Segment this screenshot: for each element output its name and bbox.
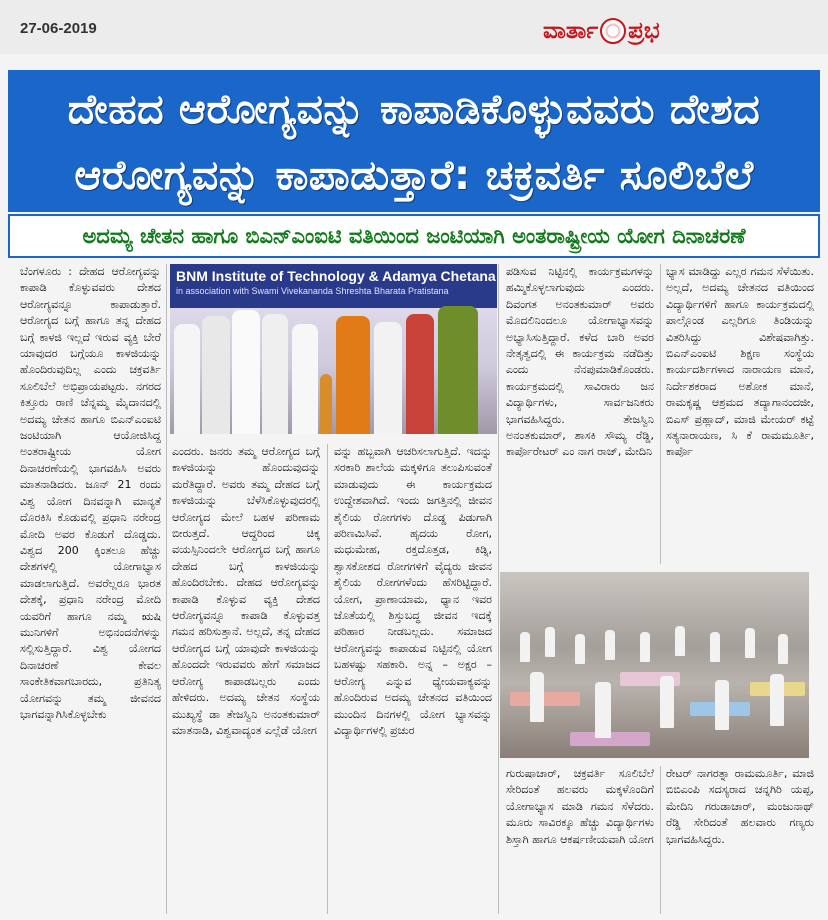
banner-title: BNM Institute of Technology & Adamya Chetana (176, 268, 496, 284)
page-header (0, 0, 828, 54)
article-column-2: ಎಂದರು. ಜನರು ತಮ್ಮ ಆರೋಗ್ಯದ ಬಗ್ಗೆ ಕಾಳಜಿಯನ್ನು ಹೊಂದುವುದನ್ನು ಮರೆತಿದ್ದಾರೆ. ಅವರು ತಮ್ಮ ದೇಹದ ಬಗ್ಗೆ ಕಾಳಜಿಯನ್ನು ಬೆಳೆಸಿಕೊಳ್ಳುವುದರಲ್ಲಿ ಆರೋಗ್ಯದ ಮೇಲೆ ಬಹಳ ಪರಿಣಾಮ ಬೀರುತ್ತದೆ. ಆದ್ದರಿಂದ ಚಿಕ್ಕ ವಯಸ್ಸಿನಿಂದಲೇ ಆರೋಗ್ಯದ ಬಗ್ಗೆ ಹಾಗೂ ದೇಹದ ಬಗ್ಗೆ ಕಾಳಜಿಯನ್ನು ಹೊಂದಿರಬೇಕು. ದೇಹದ ಆರೋಗ್ಯವನ್ನು ಕಾಪಾಡಿ ಕೊಳ್ಳುವ ವ್ಯಕ್ತಿ ದೇಶದ ಆರೋಗ್ಯವನ್ನೂ ಕಾಪಾಡಿ ಕೊಳ್ಳುವತ್ತ ಗಮನ ಹರಿಸುತ್ತಾನೆ. ಅಲ್ಲದೆ, ತನ್ನ ದೇಹದ ಆರೋಗ್ಯದ ಬಗ್ಗೆ ಯಾವುದೇ ಕಾಳಜಿಯನ್ನು ಹೊಂದದೇ ಇರುವವರು ಹೇಗೆ ಸಮಾಜದ ಆರೋಗ್ಯ ಕಾಪಾಡಬಲ್ಲರು ಎಂದು ಹೇಳಿದರು. ಅದಮ್ಯ ಚೇತನ ಸಂಸ್ಥೆಯ ಮುಖ್ಯಸ್ಥೆ ಡಾ ತೇಜಸ್ವಿನಿ ಅನಂತಕುಮಾರ್ ಮಾತನಾಡಿ, ವಿಶ್ವವಾದ್ಯಂತ ಎಲ್ಲೆಡೆ ಯೋಗ (172, 445, 320, 737)
yoga-participant (660, 676, 674, 728)
person-figure (232, 310, 260, 434)
article-column-3: ವನ್ನು ಹಬ್ಬವಾಗಿ ಆಚರಿಸಲಾಗುತ್ತಿದೆ. ಇದನ್ನು ಸರಕಾರಿ ಶಾಲೆಯ ಮಕ್ಕಳಿಗೂ ತಲುಪಿಸುವಂತೆ ಮಾಡುವುದು ಈ ಕಾರ್ಯಕ್ರಮದ ಉದ್ದೇಶವಾಗಿದೆ. ಇಂದು ಜಗತ್ತಿನಲ್ಲಿ ಜೀವನ ಶೈಲಿಯ ರೋಗಗಳು ದೊಡ್ಡ ಪಿಡುಗಾಗಿ ಪರಿಣಮಿಸಿವೆ. ಹೃದಯ ರೋಗ, ಮಧುಮೇಹ, ರಕ್ತದೊತ್ತಡ, ಕಿಡ್ನಿ, ಶ್ವಾಸಕೋಶದ ರೋಗಗಳಿಗೆ ವೈದ್ಯರು ಜೀವನ ಶೈಲಿಯ ರೋಗಗಳೆಂದು ಹೆಸರಿಟ್ಟಿದ್ದಾರೆ. ಯೋಗ, ಪ್ರಾಣಾಯಾಮ, ಧ್ಯಾನ ಇವರ ಜೊತೆಯಲ್ಲಿ ಶಿಸ್ತುಬದ್ಧ ಜೀವನ ಇದಕ್ಕೆ ಪರಿಹಾರ ನೀಡಬಲ್ಲದು. ಸಮಾಜದ ಆರೋಗ್ಯವನ್ನು ಕಾಪಾಡುವ ನಿಟ್ಟಿನಲ್ಲಿ ಯೋಗ ಬಹಳಷ್ಟು ಸಹಕಾರಿ. ಅನ್ನ – ಅಕ್ಷರ – ಆರೋಗ್ಯ ಎನ್ನುವ ಧ್ಯೇಯವಾಕ್ಯವನ್ನು ಹೊಂದಿರುವ ಅದಮ್ಯ ಚೇತನದ ವತಿಯಿಂದ ಮುಂದಿನ ದಿನಗಳಲ್ಲಿ ಯೋಗ ಭ್ಯಾಸವನ್ನು ವಿದ್ಯಾರ್ಥಿಗಳಲ್ಲಿ ಪ್ರಚುರ (334, 445, 492, 737)
event-photo-stage (170, 264, 497, 434)
yoga-participant (545, 627, 555, 657)
yoga-mat (510, 692, 580, 706)
yoga-participant (745, 628, 755, 658)
person-figure (438, 306, 478, 434)
column-divider (660, 264, 661, 564)
article-column-4-continued: ಗುರುಷಾಚಾರ್, ಚಕ್ರವರ್ತಿ ಸೂಲಿಬೆಲೆ ಸೇರಿದಂತೆ ಹಲವರು ಮಕ್ಕಳೊಂದಿಗೆ ಯೋಗಾಭ್ಯಾಸ ಮಾಡಿ ಗಮನ ಸೆಳೆದರು. ಮೂರು ಸಾವಿರಕ್ಕೂ ಹೆಚ್ಚು ವಿದ್ಯಾರ್ಥಿಗಳು ಶಿಸ್ತಾಗಿ ಹಾಗೂ ಆಕರ್ಷಣೀಯವಾಗಿ ಯೋಗ (506, 767, 654, 846)
person-figure (374, 322, 402, 434)
yoga-participant (520, 632, 530, 662)
yoga-participant (605, 630, 615, 660)
column-divider (327, 444, 328, 914)
masthead-left: ವಾರ್ತಾ (543, 18, 599, 44)
article-column-5-continued: ರೇಟರ್ ನಾಗರತ್ನಾ ರಾಮಮೂರ್ತಿ, ಮಾಜಿ ಬಿಬಿಎಂಪಿ ಸದಸ್ಯರಾದ ಚನ್ನಗಿರಿ ಯಪ್ಪ, ಮೇದಿನಿ ಗರುಡಾಚಾರ್, ಮಂಜುನಾಥ್ ರೆಡ್ಡಿ ಸೇರಿದಂತೆ ಹಲವಾರು ಗಣ್ಯರು ಭಾಗವಹಿಸಿದ್ದರು. (666, 767, 814, 846)
person-figure (336, 316, 370, 434)
yoga-participant (778, 634, 788, 664)
person-figure (292, 324, 318, 434)
masthead-right: ಪ್ರಭ (628, 18, 660, 44)
subheadline: ಅದಮ್ಯ ಚೇತನ ಹಾಗೂ ಬಿಎನ್‌ಎಂಐಟಿ ವತಿಯಿಂದ ಜಂಟಿಯಾಗಿ ಅಂತರಾಷ್ಟ್ರೀಯ ಯೋಗ ದಿನಾಚರಣೆ (8, 214, 820, 258)
yoga-participant (575, 634, 585, 664)
newspaper-masthead (543, 13, 693, 49)
person-figure (174, 324, 200, 434)
person-figure (202, 316, 230, 434)
yoga-participant (530, 672, 544, 722)
person-figure (406, 314, 434, 434)
seal-logo-icon (600, 18, 626, 44)
yoga-participant (595, 682, 611, 738)
event-banner (170, 264, 497, 308)
headline-line-2: ಆರೋಗ್ಯವನ್ನು ಕಾಪಾಡುತ್ತಾರೆ: ಚಕ್ರವರ್ತಿ ಸೂಲಿಬೆಲೆ (74, 151, 754, 199)
article-column-1: ಬೆಂಗಳೂರು : ದೇಹದ ಆರೋಗ್ಯವನ್ನು ಕಾಪಾಡಿ ಕೊಳ್ಳುವವರು ದೇಶದ ಆರೋಗ್ಯವನ್ನೂ ಕಾಪಾಡುತ್ತಾರೆ. ಆರೋಗ್ಯದ ಬಗ್ಗೆ ಹಾಗೂ ತನ್ನ ದೇಹದ ಬಗ್ಗೆ ಕಾಳಜಿ ಇಲ್ಲದೆ ಇರುವ ವ್ಯಕ್ತಿ ಬೇರೆ ಯಾವುದರ ಬಗ್ಗೆಯೂ ಕಾಳಜಿಯನ್ನು ಹೊಂದಿರುವುದಿಲ್ಲ ಎಂದು ಚಕ್ರವರ್ತಿ ಸೂಲಿಬೆಲೆ ಅಭಿಪ್ರಾಯಪಟ್ಟರು. ನಗರದ ಕಿತ್ತೂರು ರಾಣಿ ಚೆನ್ನಮ್ಮ ಮೈದಾನದಲ್ಲಿ ಅದಮ್ಯ ಚೇತನ ಹಾಗೂ ಬಿಎನ್‌ಎಂಐಟಿ ಜಂಟಿಯಾಗಿ ಆಯೋಜಿಸಿದ್ದ ಅಂತರಾಷ್ಟ್ರೀಯ ಯೋಗ ದಿನಾಚರಣೆಯಲ್ಲಿ ಭಾಗವಹಿಸಿ ಅವರು ಮಾತನಾಡಿದರು. ಜೂನ್ 21 ರಂದು ವಿಶ್ವ ಯೋಗ ದಿನವನ್ನಾಗಿ ಮಾನ್ಯತೆ ದೊರಕಿಸಿ ಕೊಡುವಲ್ಲಿ ಪ್ರಧಾನಿ ನರೇಂದ್ರ ಮೋದಿ ಅವರ ಕೊಡುಗೆ ದೊಡ್ಡದು. ವಿಶ್ವದ 200 ಕ್ಕಿಂತಲೂ ಹೆಚ್ಚು ದೇಶಗಳಲ್ಲಿ ಯೋಗಾಭ್ಯಾಸ ಮಾಡಲಾಗುತ್ತಿದೆ. ಅವರೆಲ್ಲರೂ ಭಾರತ ದೇಶಕ್ಕೆ, ಪ್ರಧಾನಿ ನರೇಂದ್ರ ಮೋದಿ ಯವರಿಗೆ ಹಾಗೂ ನಮ್ಮ ಋಷಿ ಮುನಿಗಳಿಗೆ ಅಭಿನಂದನೆಗಳನ್ನು ಸಲ್ಲಿಸುತ್ತಿದ್ದಾರೆ. ವಿಶ್ವ ಯೋಗದ ದಿನಾಚರಣೆ ಕೇವಲ ಸಾಂಕೇತಿಕವಾಗಬಾರದು, ಪ್ರತಿನಿತ್ಯ ಯೋಗವನ್ನು ತಮ್ಮ ಜೀವನದ ಭಾಗವನ್ನಾಗಿಸಿಕೊಳ್ಳಬೇಕು (20, 265, 161, 721)
banner-subtitle: in association with Swami Vivekananda Shreshta Bharata Pratistana (176, 286, 449, 296)
article-column-4: ಪಡಿಸುವ ನಿಟ್ಟಿನಲ್ಲಿ ಕಾರ್ಯಕ್ರಮಗಳನ್ನು ಹಮ್ಮಿಕೊಳ್ಳಲಾಗುವುದು ಎಂದರು. ದಿವಂಗತ ಅನಂತಕುಮಾರ್ ಅವರು ಮೊದಲಿನಿಂದಲೂ ಯೋಗಾಭ್ಯಾಸವನ್ನು ಅಭ್ಯಾಸಿಸುತ್ತಿದ್ದಾರೆ. ಕಳೆದ ಬಾರಿ ಅವರ ನೇತೃತ್ವದಲ್ಲಿ ಈ ಕಾರ್ಯಕ್ರಮ ನಡೆದಿತ್ತು ಎಂದು ನೆನಪುಮಾಡಿಕೊಂಡರು. ಕಾರ್ಯಕ್ರಮದಲ್ಲಿ ಸಾವಿರಾರು ಜನ ವಿದ್ಯಾರ್ಥಿಗಳು, ಸಾರ್ವಜನಿಕರು ಭಾಗವಹಿಸಿದ್ದರು. ತೇಜಸ್ವಿನಿ ಅನಂತಕುಮಾರ್, ಶಾಸಕಿ ಸೌಮ್ಯ ರೆಡ್ಡಿ, ಕಾರ್ಪೊರೇಟರ್ ಎಂ ನಾಗ ರಾಜ್, ಮೇದಿನಿ (506, 265, 654, 459)
lamp-icon (320, 374, 332, 434)
column-divider (166, 264, 167, 914)
publication-date: 27-06-2019 (20, 20, 97, 37)
yoga-session-photo (500, 572, 809, 758)
headline-line-1: ದೇಹದ ಆರೋಗ್ಯವನ್ನು ಕಾಪಾಡಿಕೊಳ್ಳುವವರು ದೇಶದ (67, 85, 761, 133)
column-divider (660, 766, 661, 914)
headline (8, 70, 820, 212)
yoga-participant (770, 674, 784, 726)
column-divider (498, 264, 499, 914)
yoga-participant (675, 626, 685, 656)
yoga-participant (715, 680, 729, 730)
yoga-participant (640, 632, 650, 662)
article-column-5: ಭ್ಯಾಸ ಮಾಡಿದ್ದು ಎಲ್ಲರ ಗಮನ ಸೆಳೆಯಿತು. ಅಲ್ಲದೆ, ಅದಮ್ಯ ಚೇತನದ ವತಿಯಿಂದ ವಿದ್ಯಾರ್ಥಿಗಳಿಗೆ ಹಾಗೂ ಕಾರ್ಯಕ್ರಮದಲ್ಲಿ ಪಾಲ್ಗೊಂಡ ಎಲ್ಲರಿಗೂ ತಿಂಡಿಯನ್ನು ವಿತರಿಸಿದ್ದು ವಿಶೇಷವಾಗಿತ್ತು. ಬಿಎನ್‌ಎಂಐಟಿ ಶಿಕ್ಷಣ ಸಂಸ್ಥೆಯ ಕಾರ್ಯದರ್ಶಿಗಳಾದ ನಾರಾಯಣ ಮಾನೆ, ನಿರ್ದೇಶಕರಾದ ಅಶೋಕ ಮಾನೆ, ರಾಮಕೃಷ್ಣ ಆಶ್ರಮದ ತದ್ಯಾಗಾನಂದಜೀ, ಬಿಎಸ್ ಪ್ರಹ್ಲಾದ್, ಮಾಜಿ ಮೇಯರ್ ಕಟ್ಟೆ ಸತ್ಯನಾರಾಯಣ, ಸಿ ಕೆ ರಾಮಮೂರ್ತಿ, ಕಾರ್ಪೊ (666, 265, 814, 459)
yoga-participant (710, 632, 720, 662)
person-figure (262, 314, 288, 434)
